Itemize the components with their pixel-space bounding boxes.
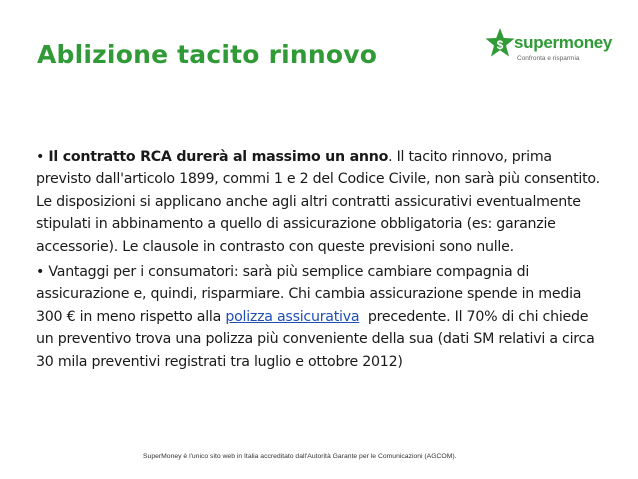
paragraph-duration (36, 146, 604, 258)
paragraph-text: Vantaggi per i consumatori: sarà più semplice cambiare compagnia di assicurazione e, quindi, risparmiare. Chi cambia assicurazione spende in media 300 € in meno rispetto alla (36, 264, 582, 325)
paragraph-text-after: precedente. Il 70% di chi chiede un preventivo trova una polizza più conveniente della sua (dati SM relativi a circa 30 mila preventivi registrati tra luglio e ottobre 2012) (36, 308, 599, 370)
svg-text:$: $ (496, 38, 504, 52)
footer-note: SuperMoney è l'unico sito web in Italia accreditato dall'Autorità Garante per le Comunicazioni (AGCOM). (143, 453, 457, 460)
supermoney-logo (484, 27, 613, 69)
bullet: • (36, 264, 45, 281)
paragraph-advantages (36, 261, 604, 373)
paragraph-text: . Il tacito rinnovo, prima previsto dall'articolo 1899, commi 1 e 2 del Codice Civile, non sarà più consentito. Le disposizioni si applicano anche agli altri contratti assicurativi eventualmente stipulati in abbinamento a quello di assicurazione obbligatoria (es: garanzie accessorie). Le clausole in contrasto con queste previsioni sono nulle. (36, 149, 600, 255)
polizza-assicurativa-link[interactable]: polizza assicurativa (225, 308, 360, 325)
logo-name: supermoney (514, 33, 613, 52)
slide-body (36, 146, 604, 376)
logo-tagline: Confronta e risparmia (517, 55, 580, 62)
bullet: • (36, 149, 45, 165)
slide-title: Ablizione tacito rinnovo (37, 40, 378, 69)
bold-statement: Il contratto RCA durerà al massimo un anno (48, 149, 389, 165)
money-star-icon (484, 27, 516, 61)
